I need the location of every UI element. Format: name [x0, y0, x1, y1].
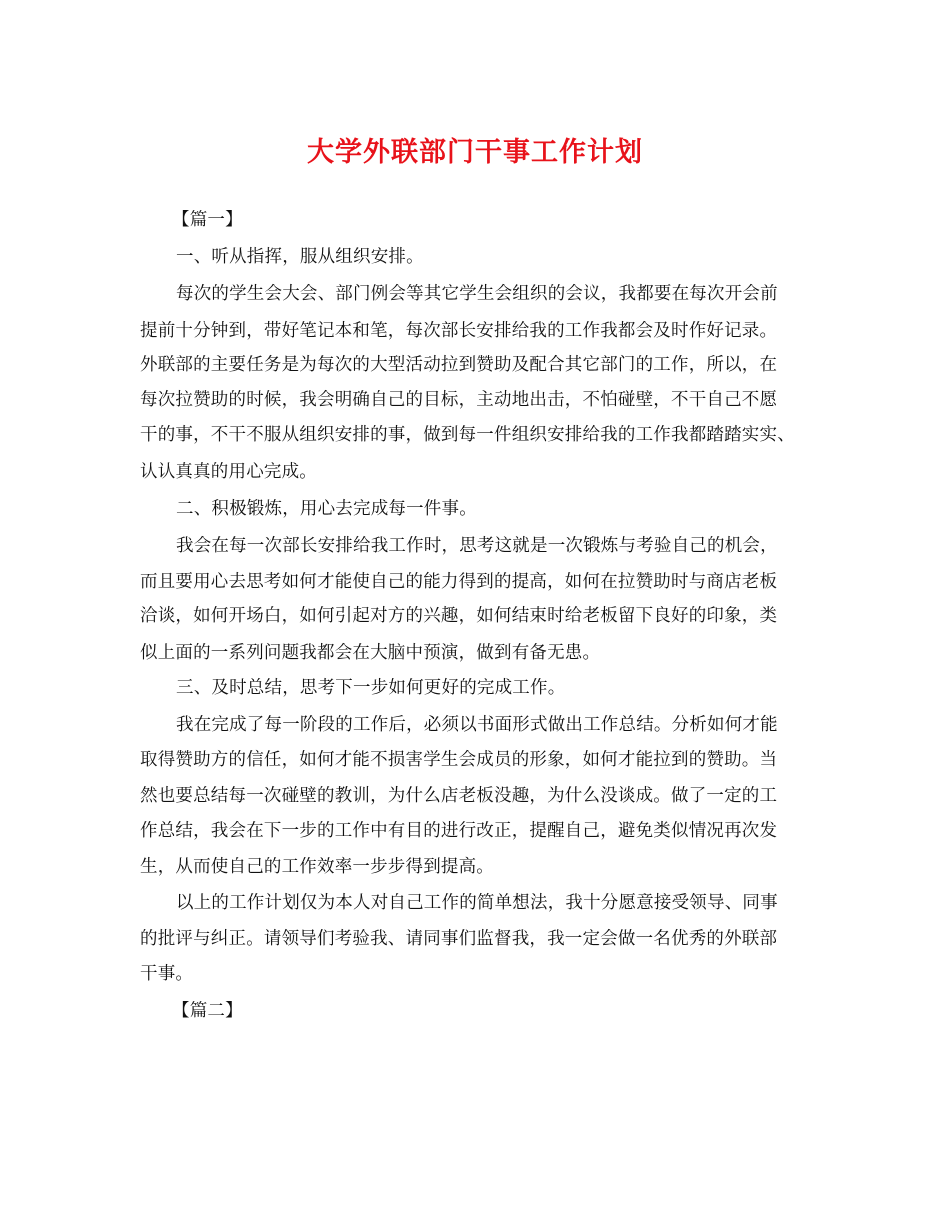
document-title: 大学外联部门干事工作计划 — [307, 137, 643, 168]
section-heading: 【篇二】 — [172, 1001, 243, 1021]
paragraph-line: 我在完成了每一阶段的工作后，必须以书面形式做出工作总结。分析如何才能 — [176, 715, 778, 735]
paragraph-line: 的批评与纠正。请领导们考验我、请同事们监督我，我一定会做一名优秀的外联部 — [140, 929, 778, 949]
paragraph-line: 干的事，不干不服从组织安排的事，做到每一件组织安排给我的工作我都踏踏实实、 — [140, 425, 795, 445]
section-heading: 【篇一】 — [172, 210, 243, 230]
paragraph-line: 然也要总结每一次碰壁的教训，为什么店老板没趣，为什么没谈成。做了一定的工 — [140, 786, 778, 806]
paragraph-line: 而且要用心去思考如何才能使自己的能力得到的提高，如何在拉赞助时与商店老板 — [140, 572, 778, 592]
paragraph-line: 以上的工作计划仅为本人对自己工作的简单想法，我十分愿意接受领导、同事 — [176, 893, 778, 913]
paragraph-line: 一、听从指挥，服从组织安排。 — [176, 247, 424, 267]
paragraph-line: 每次的学生会大会、部门例会等其它学生会组织的会议，我都要在每次开会前 — [176, 284, 778, 304]
paragraph-line: 二、积极锻炼，用心去完成每一件事。 — [176, 499, 477, 519]
paragraph-line: 生，从而使自己的工作效率一步步得到提高。 — [140, 857, 494, 877]
paragraph-line: 干事。 — [140, 964, 194, 984]
paragraph-line: 提前十分钟到，带好笔记本和笔，每次部长安排给我的工作我都会及时作好记录。 — [140, 321, 778, 341]
paragraph-line: 似上面的一系列问题我都会在大脑中预演，做到有备无患。 — [140, 643, 601, 663]
paragraph-line: 外联部的主要任务是为每次的大型活动拉到赞助及配合其它部门的工作，所以，在 — [140, 355, 778, 375]
paragraph-line: 取得赞助方的信任，如何才能不损害学生会成员的形象，如何才能拉到的赞助。当 — [140, 750, 778, 770]
paragraph-line: 认认真真的用心完成。 — [140, 462, 317, 482]
paragraph-line: 我会在每一次部长安排给我工作时，思考这就是一次锻炼与考验自己的机会， — [176, 536, 778, 556]
paragraph-line: 洽谈，如何开场白，如何引起对方的兴趣，如何结束时给老板留下良好的印象，类 — [140, 606, 778, 626]
paragraph-line: 三、及时总结，思考下一步如何更好的完成工作。 — [176, 678, 566, 698]
paragraph-line: 作总结，我会在下一步的工作中有目的进行改正，提醒自己，避免类似情况再次发 — [140, 821, 778, 841]
paragraph-line: 每次拉赞助的时候，我会明确自己的目标，主动地出击，不怕碰壁，不干自己不愿 — [140, 390, 778, 410]
